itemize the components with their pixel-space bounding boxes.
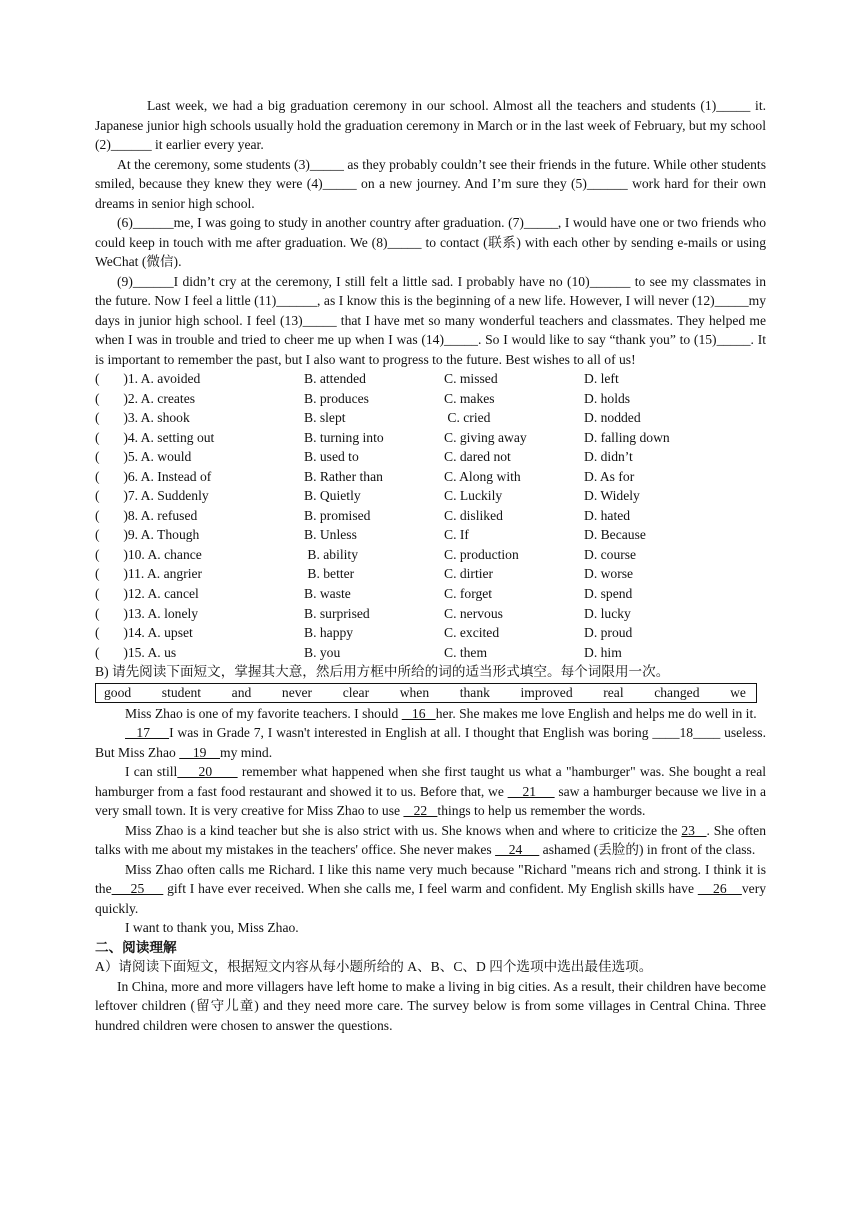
- word-bank-item: when: [399, 684, 430, 700]
- word-bank-item: thank: [459, 684, 490, 700]
- question-option-a: ( )6. A. Instead of: [95, 468, 212, 484]
- section-b-instruction: B) 请先阅读下面短文，掌握其大意，然后用方框中所给的词的适当形式填空。每个词限用一次。: [95, 664, 670, 680]
- text: I was in Grade 7, I wasn't interested in English at all. I thought that English was boring: [169, 725, 653, 741]
- section-2-instruction: A）请阅读下面短文，根据短文内容从每小题所给的 A、B、C、D 四个选项中选出最佳选项。: [95, 959, 653, 975]
- option-d: D. lucky: [584, 605, 631, 621]
- text: useless. But Miss Zhao: [95, 725, 766, 760]
- text: very quickly.: [95, 881, 767, 916]
- question-row: [95, 545, 766, 565]
- question-row: [95, 486, 766, 506]
- question-row: [95, 604, 766, 624]
- question-option-a: ( )9. A. Though: [95, 527, 200, 543]
- option-c: C. cried: [444, 410, 491, 426]
- question-option-a: ( )7. A. Suddenly: [95, 488, 209, 504]
- option-b: B. turning into: [304, 429, 384, 445]
- question-option-a: ( )10. A. chance: [95, 546, 202, 562]
- option-b: B. produces: [304, 390, 369, 406]
- blank-24: 24: [495, 842, 540, 858]
- section-b-paragraph-3: [95, 762, 766, 821]
- option-d: D. didn’t: [584, 449, 633, 465]
- option-c: C. excited: [444, 625, 500, 641]
- section-b-paragraph-2: [95, 723, 766, 762]
- question-row: [95, 408, 766, 428]
- question-option-a: ( )4. A. setting out: [95, 429, 215, 445]
- question-row: [95, 506, 766, 526]
- option-d: D. nodded: [584, 410, 641, 426]
- blank-23: 23: [681, 822, 707, 838]
- option-b: B. attended: [304, 371, 366, 386]
- option-d: D. worse: [584, 566, 634, 582]
- word-bank-item: clear: [342, 684, 370, 700]
- passage-a-paragraph-4: (9)______I didn’t cry at the ceremony, I still felt a little sad. I probably have no (10)______ to see my classmates in the future. Now I feel a little (11)______, as I know this is the beginning of a new life. However, I will never (12)_____my days in junior high school. I feel (13)_____ that I have met so many wonderful teachers and classmates. They helped me when I was in trouble and tried to cheer me up when I was (14)_____. So I would like to say “thank you” to (15)_____. It is important to remember the past, but I also want to progress to the future. Best wishes to all of us!: [95, 273, 766, 367]
- option-d: D. him: [584, 644, 622, 660]
- option-b: B. Unless: [304, 527, 357, 543]
- question-row: [95, 584, 766, 604]
- question-option-a: ( )13. A. lonely: [95, 605, 199, 621]
- section-b-paragraph-5: [95, 860, 766, 919]
- option-d: D. course: [584, 546, 637, 562]
- question-option-a: ( )1. A. avoided: [95, 371, 201, 386]
- option-c: C. them: [444, 644, 488, 660]
- option-b: B. better: [304, 566, 355, 582]
- text: things to help us remember the words.: [437, 803, 646, 819]
- blank-17: 17: [125, 725, 170, 741]
- document-content: [95, 96, 766, 1035]
- question-row: [95, 525, 766, 545]
- question-option-a: ( )5. A. would: [95, 449, 192, 465]
- option-c: C. dared not: [444, 449, 511, 465]
- word-bank-item: real: [603, 684, 624, 700]
- text: . She often talks with me about my mistakes in the teachers' office. She never makes: [95, 822, 766, 858]
- word-bank-item: changed: [654, 684, 700, 700]
- blank-22: 22: [403, 803, 438, 819]
- text: Miss Zhao is a kind teacher but she is also strict with us. She knows when and where to criticize the: [125, 822, 682, 838]
- blank-20: 20: [177, 764, 238, 780]
- option-c: C. makes: [444, 390, 495, 406]
- option-d: D. falling down: [584, 429, 670, 445]
- passage-a-paragraph-3: (6)______me, I was going to study in another country after graduation. (7)_____, I would have one or two friends who could keep in touch with me after graduation. We (8)_____ to contact (联系) with each other by sending e-mails or using WeChat (微信).: [95, 215, 766, 269]
- word-bank-item: student: [161, 684, 202, 700]
- section-2-paragraph-1: In China, more and more villagers have left home to make a living in big cities. As a result, their children have become leftover children (留守儿童) and they need more care. The survey below is from some villages in Central China. Three hundred children were chosen to answer the questions.: [95, 978, 766, 1033]
- option-d: D. Widely: [584, 488, 640, 504]
- question-row: [95, 643, 766, 663]
- option-c: C. disliked: [444, 507, 503, 523]
- question-option-a: ( )12. A. cancel: [95, 586, 199, 602]
- text: Miss Zhao is one of my favorite teachers. I should: [125, 705, 402, 721]
- question-option-a: ( )2. A. creates: [95, 390, 196, 406]
- option-d: D. proud: [584, 625, 633, 641]
- passage-a-paragraph-1: Last week, we had a big graduation ceremony in our school. Almost all the teachers and students (1)_____ it. Japanese junior high schools usually hold the graduation ceremony in March or in the last week of February, but my school (2)______ it earlier every year.: [95, 98, 766, 152]
- option-b: B. happy: [304, 625, 354, 641]
- option-b: B. you: [304, 644, 341, 660]
- text: her. She makes me love English and helps me do well in it.: [435, 705, 757, 721]
- question-row: [95, 447, 766, 467]
- question-option-a: ( )11. A. angrier: [95, 566, 203, 582]
- word-bank-item: good: [104, 684, 132, 700]
- word-bank-item: improved: [520, 684, 573, 700]
- question-row: [95, 389, 766, 409]
- section-b-paragraph-1: [95, 704, 766, 724]
- option-c: C. Along with: [444, 468, 521, 484]
- section-b-paragraph-6: I want to thank you, Miss Zhao.: [125, 920, 299, 936]
- question-row: [95, 369, 766, 389]
- question-row: [95, 564, 766, 584]
- option-c: C. missed: [444, 371, 498, 386]
- option-b: B. used to: [304, 449, 359, 465]
- option-b: B. surprised: [304, 605, 370, 621]
- option-d: D. As for: [584, 468, 635, 484]
- word-bank-box: [95, 683, 757, 703]
- text: my mind.: [220, 744, 273, 760]
- word-bank-item: we: [730, 684, 746, 700]
- text: gift I have ever received. When she calls me, I feel warm and confident. My English skills have: [163, 881, 698, 897]
- option-c: C. If: [444, 527, 469, 543]
- option-c: C. Luckily: [444, 488, 503, 504]
- passage-a-paragraph-2: At the ceremony, some students (3)_____ as they probably couldn’t see their friends in the future. While other students smiled, because they knew they were (4)_____ on a new journey. And I’m sure they (5)______ work hard for their own dreams in senior high school.: [95, 156, 766, 211]
- blank-19: 19: [179, 744, 220, 760]
- question-options-list: [95, 369, 766, 662]
- blank-18: ____18____: [652, 725, 721, 741]
- blank-21: 21: [507, 783, 555, 799]
- option-c: C. forget: [444, 586, 493, 602]
- text: ashamed (丢脸的) in front of the class.: [539, 842, 756, 858]
- blank-25: 25: [111, 881, 164, 897]
- option-c: C. nervous: [444, 605, 503, 621]
- option-b: B. Quietly: [304, 488, 361, 504]
- option-b: B. waste: [304, 586, 351, 602]
- option-d: D. hated: [584, 507, 631, 523]
- text: Miss Zhao often calls me Richard. I like this name very much because "Richard "means rich and strong. I think it is the: [95, 861, 766, 897]
- option-b: B. ability: [304, 546, 358, 562]
- option-b: B. promised: [304, 507, 371, 523]
- option-c: C. dirtier: [444, 566, 494, 582]
- question-row: [95, 623, 766, 643]
- text: I can still: [125, 764, 178, 780]
- question-option-a: ( )8. A. refused: [95, 507, 198, 523]
- option-c: C. giving away: [444, 429, 527, 445]
- question-option-a: ( )3. A. shook: [95, 410, 190, 426]
- option-d: D. Because: [584, 527, 646, 543]
- question-option-a: ( )14. A. upset: [95, 625, 193, 641]
- blank-16: 16: [401, 705, 436, 721]
- text: saw a hamburger because we live in a very small town. It is very creative for Miss Zhao to use: [95, 783, 766, 819]
- option-b: B. slept: [304, 410, 346, 426]
- text: remember what happened when she first taught us what a "hamburger" was. She bought a real hamburger from a fast food restaurant and showed it to us. Before that, we: [95, 764, 767, 799]
- word-bank-item: and: [231, 684, 252, 700]
- option-d: D. spend: [584, 586, 633, 602]
- blank-26: 26: [697, 881, 742, 897]
- section-2-heading: 二、阅读理解: [95, 939, 177, 955]
- question-option-a: ( )15. A. us: [95, 644, 177, 660]
- option-c: C. production: [444, 546, 519, 562]
- option-d: D. left: [584, 371, 619, 386]
- question-row: [95, 467, 766, 487]
- option-d: D. holds: [584, 390, 631, 406]
- section-b-paragraph-4: [95, 821, 766, 860]
- word-bank-item: never: [281, 684, 313, 700]
- question-row: [95, 428, 766, 448]
- option-b: B. Rather than: [304, 468, 383, 484]
